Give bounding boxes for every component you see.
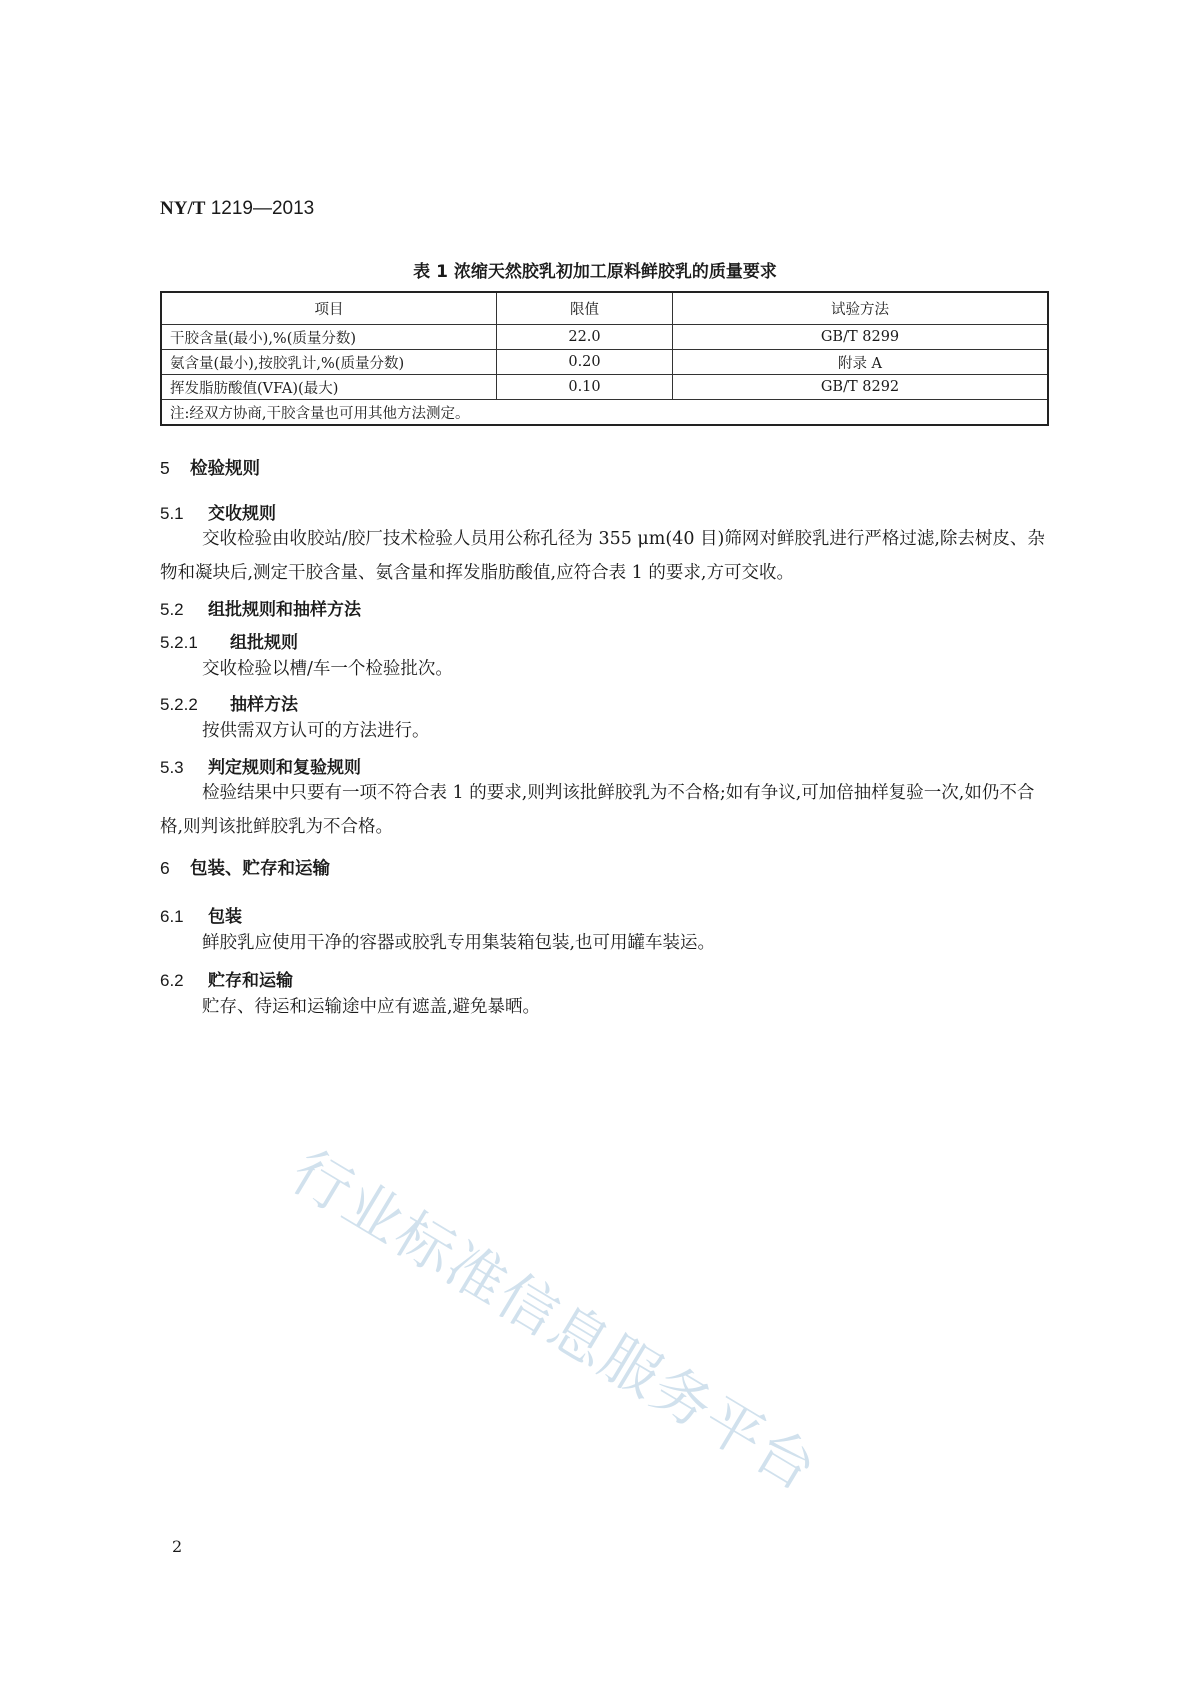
section-5-2-2-text: 按供需双方认可的方法进行。 — [202, 721, 430, 741]
section-5-1-heading: 5.1 交收规则 — [160, 504, 276, 524]
cell-method: 附录 A — [673, 350, 1049, 375]
cell-method: GB/T 8292 — [673, 375, 1049, 400]
section-6-1-text: 鲜胶乳应使用干净的容器或胶乳专用集装箱包装,也可用罐车装运。 — [202, 933, 716, 953]
cell-item: 氨含量(最小),按胶乳计,%(质量分数) — [161, 350, 497, 375]
section-5-3-text: 检验结果中只要有一项不符合表 1 的要求,则判该批鲜胶乳为不合格;如有争议,可加倍抽样复验一次,如仍不合格,则判该批鲜胶乳为不合格。 — [160, 783, 1035, 837]
header-item: 项目 — [161, 292, 497, 325]
table-row — [161, 350, 1048, 375]
section-5-1-text: 交收检验由收胶站/胶厂技术检验人员用公称孔径为 355 μm(40 目)筛网对鲜胶乳进行严格过滤,除去树皮、杂物和凝块后,测定干胶含量、氨含量和挥发脂肪酸值,应符合表 1 的要求,方可交收。 — [160, 529, 1045, 583]
section-5-2-heading: 5.2 组批规则和抽样方法 — [160, 600, 361, 620]
section-5-heading: 5 检验规则 — [160, 458, 260, 479]
page-number: 2 — [172, 1537, 183, 1556]
cell-item: 挥发脂肪酸值(VFA)(最大) — [161, 375, 497, 400]
section-5-3-heading: 5.3 判定规则和复验规则 — [160, 758, 361, 778]
section-6-heading: 6 包装、贮存和运输 — [160, 858, 330, 879]
quality-requirements-table — [160, 291, 1049, 426]
document-code: NY/T 1219—2013 — [160, 198, 315, 219]
section-6-2-text: 贮存、待运和运输途中应有遮盖,避免暴晒。 — [202, 997, 541, 1017]
table-note-row — [161, 400, 1048, 426]
cell-limit: 0.10 — [497, 375, 673, 400]
section-5-2-1-text: 交收检验以槽/车一个检验批次。 — [202, 659, 453, 679]
watermark: 行业标准信息服务平台 — [279, 1137, 830, 1505]
cell-limit: 0.20 — [497, 350, 673, 375]
section-5-2-1-heading: 5.2.1 组批规则 — [160, 633, 298, 653]
table-note: 注:经双方协商,干胶含量也可用其他方法测定。 — [161, 400, 1048, 426]
table-header-row — [161, 292, 1048, 325]
section-6-2-heading: 6.2 贮存和运输 — [160, 971, 293, 991]
section-5-2-2-heading: 5.2.2 抽样方法 — [160, 695, 298, 715]
header-method: 试验方法 — [673, 292, 1049, 325]
cell-limit: 22.0 — [497, 325, 673, 350]
table-title: 表 1 浓缩天然胶乳初加工原料鲜胶乳的质量要求 — [413, 262, 777, 282]
section-6-1-heading: 6.1 包装 — [160, 907, 242, 927]
table-row — [161, 375, 1048, 400]
cell-method: GB/T 8299 — [673, 325, 1049, 350]
header-limit: 限值 — [497, 292, 673, 325]
table-row — [161, 325, 1048, 350]
cell-item: 干胶含量(最小),%(质量分数) — [161, 325, 497, 350]
